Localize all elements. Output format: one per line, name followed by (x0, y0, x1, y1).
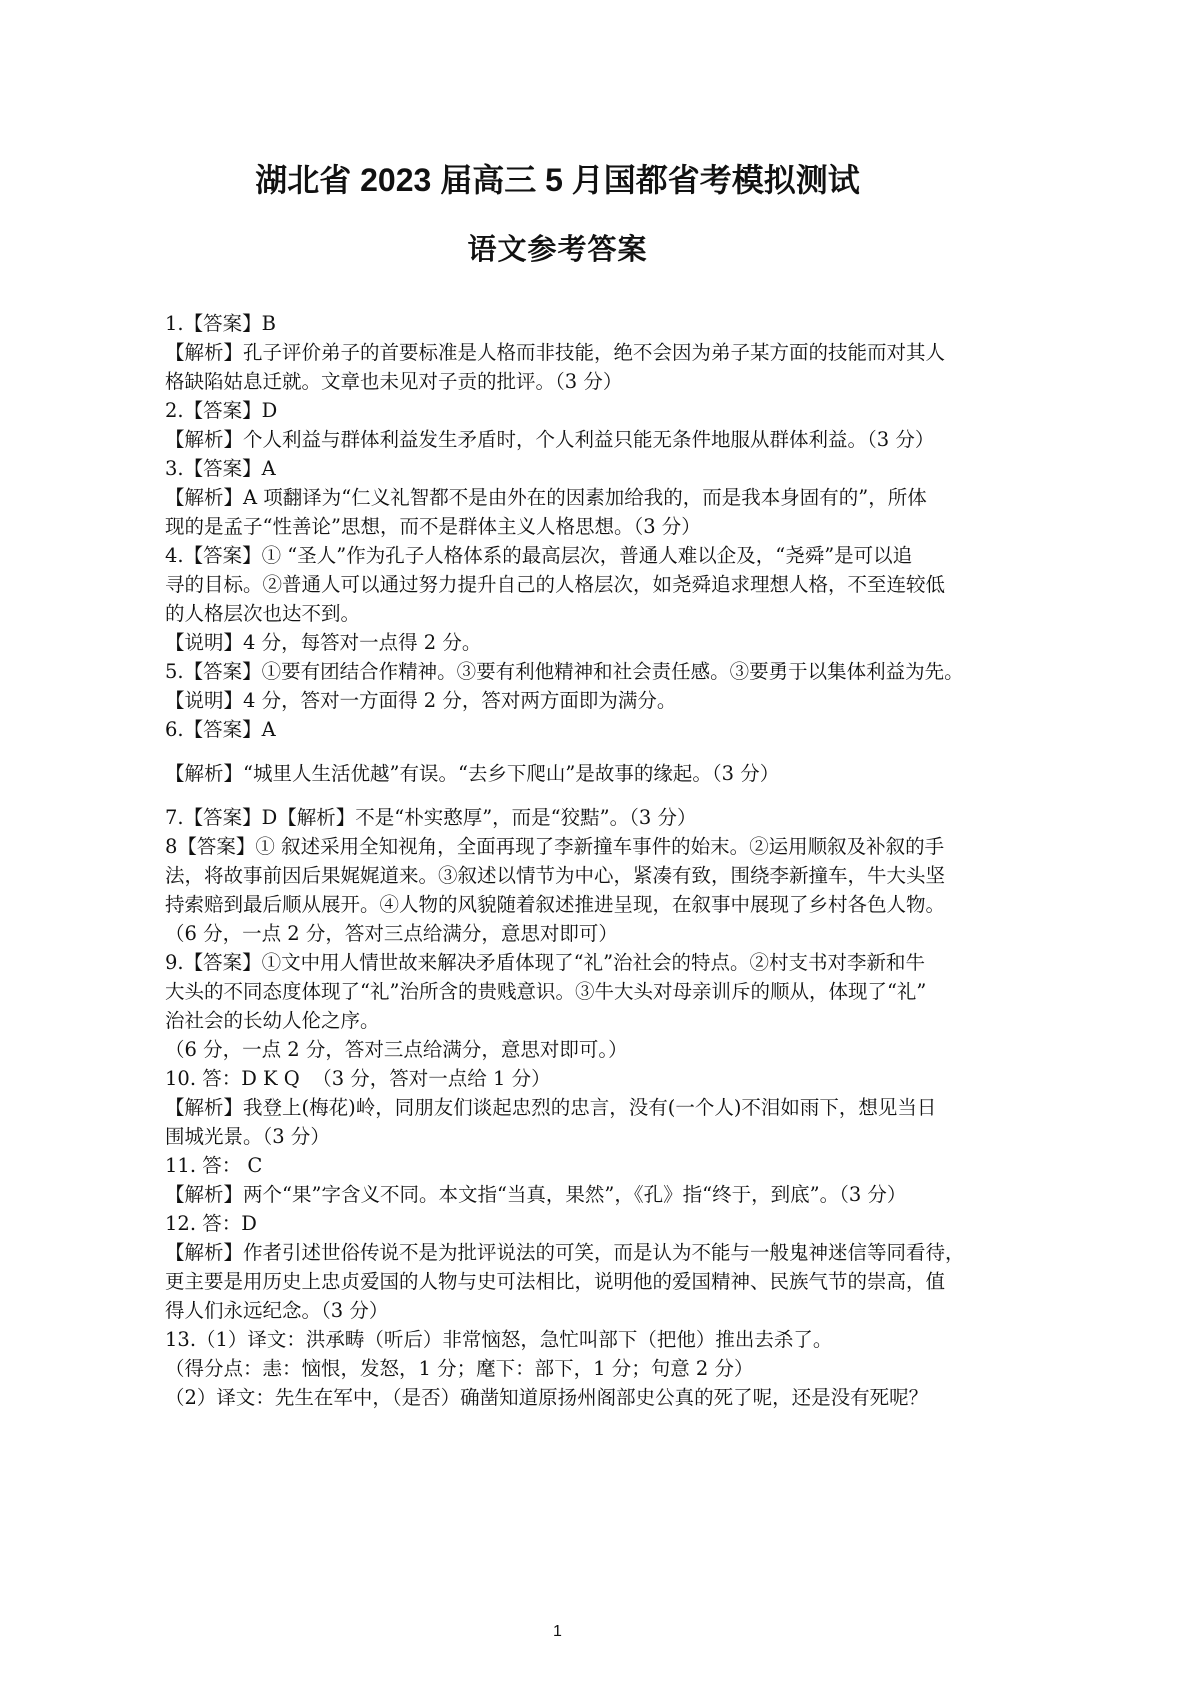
text-line: 4.【答案】① “圣人”作为孔子人格体系的最高层次，普通人难以企及，“尧舜”是可以追 (165, 544, 913, 567)
text-line: 格缺陷姑息迁就。文章也未见对子贡的批评。（3 分） (165, 370, 623, 393)
text-line: 更主要是用历史上忠贞爱国的人物与史可法相比，说明他的爱国精神、民族气节的崇高，值 (165, 1270, 946, 1293)
text-line: （6 分，一点 2 分，答对三点给满分，意思对即可） (165, 922, 618, 945)
text-line: 法，将故事前因后果娓娓道来。③叙述以情节为中心，紧凑有致，围绕李新撞车，牛大头坚 (165, 864, 946, 887)
text-line: 【解析】A 项翻译为“仁义礼智都不是由外在的因素加给我的，而是我本身固有的”，所体 (165, 486, 927, 509)
text-line: 5.【答案】①要有团结合作精神。③要有利他精神和社会责任感。③要勇于以集体利益为先。 (165, 660, 964, 683)
text-line: 3.【答案】A (165, 457, 276, 480)
text-line: 【解析】“城里人生活优越”有误。“去乡下爬山”是故事的缘起。（3 分） (165, 762, 780, 785)
text-line: 11. 答： C (165, 1154, 263, 1177)
text-line: 大头的不同态度体现了“礼”治所含的贵贱意识。③牛大头对母亲训斥的顺从，体现了“礼” (165, 980, 927, 1003)
text-line: 【解析】两个“果”字含义不同。本文指“当真，果然”，《孔》指“终于，到底”。（3 分） (165, 1183, 907, 1206)
text-line: （得分点：恚：恼恨，发怒，1 分；麾下：部下，1 分；句意 2 分） (165, 1357, 754, 1380)
text-line: （6 分，一点 2 分，答对三点给满分，意思对即可。） (165, 1038, 628, 1061)
text-line: 【解析】个人利益与群体利益发生矛盾时，个人利益只能无条件地服从群体利益。（3 分） (165, 428, 935, 451)
text-line: 【解析】作者引述世俗传说不是为批评说法的可笑，而是认为不能与一般鬼神迷信等同看待， (165, 1241, 965, 1264)
text-line: 9.【答案】①文中用人情世故来解决矛盾体现了“礼”治社会的特点。②村支书对李新和牛 (165, 951, 926, 974)
page-number: 1 (553, 1623, 562, 1640)
text-line: 【说明】4 分，每答对一点得 2 分。 (165, 631, 482, 654)
document-subtitle: 语文参考答案 (467, 234, 648, 266)
text-line: 得人们永远纪念。（3 分） (165, 1299, 389, 1322)
text-line: 13.（1）译文：洪承畴（听后）非常恼怒，急忙叫部下（把他）推出去杀了。 (165, 1328, 833, 1351)
text-line: 8【答案】① 叙述采用全知视角，全面再现了李新撞车事件的始末。②运用顺叙及补叙的手 (165, 835, 945, 858)
text-line: 7.【答案】D【解析】不是“朴实憨厚”，而是“狡黠”。（3 分） (165, 806, 697, 829)
text-line: 1.【答案】B (165, 312, 276, 335)
text-line: 的人格层次也达不到。 (165, 602, 361, 625)
text-line: 2.【答案】D (165, 399, 278, 422)
text-line: 10. 答：D K Q （3 分，答对一点给 1 分） (165, 1067, 551, 1090)
text-line: 【说明】4 分，答对一方面得 2 分，答对两方面即为满分。 (165, 689, 677, 712)
text-line: 治社会的长幼人伦之序。 (165, 1009, 380, 1032)
text-line: 【解析】孔子评价弟子的首要标准是人格而非技能，绝不会因为弟子某方面的技能而对其人 (165, 341, 946, 364)
text-line: 围城光景。（3 分） (165, 1125, 330, 1148)
text-line: 【解析】我登上(梅花)岭，同朋友们谈起忠烈的忠言，没有(一个人)不泪如雨下，想见当日 (165, 1096, 937, 1119)
answer-body (165, 0, 965, 1698)
text-line: 现的是孟子“性善论”思想，而不是群体主义人格思想。（3 分） (165, 515, 701, 538)
document-title: 湖北省 2023 届高三 5 月国都省考模拟测试 (255, 162, 860, 198)
text-line: 12. 答：D (165, 1212, 257, 1235)
text-line: （2）译文：先生在军中，（是否）确凿知道原扬州阁部史公真的死了呢，还是没有死呢？ (165, 1386, 929, 1409)
text-line: 6.【答案】A (165, 718, 276, 741)
text-line: 寻的目标。②普通人可以通过努力提升自己的人格层次，如尧舜追求理想人格，不至连较低 (165, 573, 946, 596)
text-line: 持索赔到最后顺从展开。④人物的风貌随着叙述推进呈现，在叙事中展现了乡村各色人物。 (165, 893, 946, 916)
